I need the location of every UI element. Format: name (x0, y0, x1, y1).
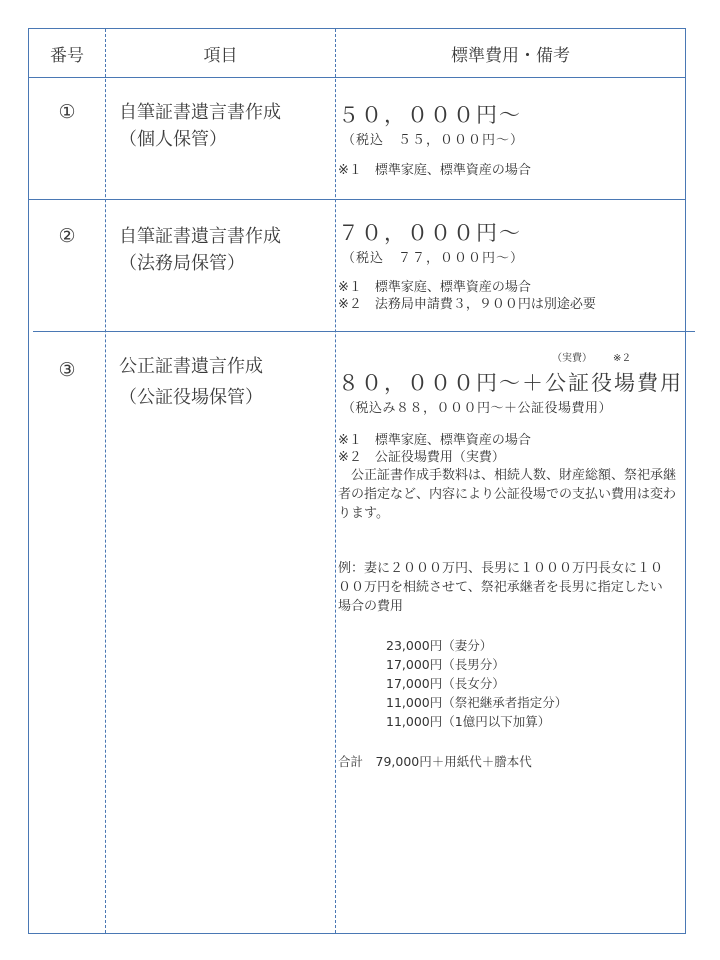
fee-total: 合計 79,000円＋用紙代＋謄本代 (338, 754, 532, 769)
item-storage: （個人保管） (119, 129, 227, 150)
fee-cell (338, 217, 690, 313)
note-line: ※１ 標準家庭、標準資産の場合 (338, 280, 531, 295)
item-name: 自筆証書遺言書作成 (119, 102, 281, 123)
fee-breakdown-list (386, 636, 690, 731)
item-storage: （公証役場保管） (119, 387, 263, 408)
standard-price: ５０，０００円～ (338, 103, 522, 127)
item-name: 自筆証書遺言書作成 (119, 226, 281, 247)
row-item (119, 223, 329, 277)
fee-breakdown-item: 17,000円（長女分） (386, 676, 505, 691)
fee-table (28, 28, 686, 934)
fee-breakdown-item: 11,000円（1億円以下加算） (386, 714, 551, 729)
header-item: 項目 (203, 45, 238, 66)
header-number: 番号 (50, 45, 84, 66)
fee-cell (338, 99, 690, 179)
item-name: 公正証書遺言作成 (119, 356, 263, 377)
row-divider (29, 77, 685, 78)
standard-price: ７０，０００円～ (338, 221, 522, 245)
note-line: ※２ 公証役場費用（実費） (338, 450, 505, 465)
note-line: ※１ 標準家庭、標準資産の場合 (338, 433, 531, 448)
fee-explanation: 公正証書作成手数料は、相続人数、財産総額、祭祀承継者の指定など、内容により公証役場での支払い費用は変わります。 (338, 468, 677, 521)
fee-breakdown-item: 23,000円（妻分） (386, 638, 493, 653)
row-item (119, 353, 329, 411)
row-divider (33, 331, 695, 332)
fee-breakdown-item: 17,000円（長男分） (386, 657, 505, 672)
example-text: 例：妻に２０００万円、長男に１０００万円長女に１０００万円を相続させて、祭祀承継者を長男に指定したい場合の費用 (338, 561, 664, 614)
fee-cell (338, 367, 690, 771)
tax-included-price: （税込み８８，０００円～＋公証役場費用） (342, 401, 613, 416)
tax-included-price: （税込 ５５，０００円～） (342, 133, 525, 148)
note-line: ※２ 法務局申請費３，９００円は別途必要 (338, 297, 596, 312)
tax-included-price: （税込 ７７，０００円～） (342, 251, 525, 266)
item-storage: （法務局保管） (119, 253, 245, 274)
column-divider (105, 29, 106, 933)
row-number: ③ (58, 359, 76, 381)
actual-cost-marker: （実費） (552, 353, 592, 364)
header-fee-notes: 標準費用・備考 (451, 45, 570, 66)
column-divider (335, 29, 336, 933)
fee-breakdown-item: 11,000円（祭祀継承者指定分） (386, 695, 568, 710)
standard-price: ８０，０００円～＋公証役場費用 (338, 371, 683, 395)
row-number: ② (58, 225, 76, 247)
note-line: ※１ 標準家庭、標準資産の場合 (338, 163, 531, 178)
row-number: ① (58, 101, 76, 123)
row-item (119, 99, 329, 153)
row-divider (29, 199, 685, 200)
note-reference-marker: ※２ (613, 353, 632, 364)
